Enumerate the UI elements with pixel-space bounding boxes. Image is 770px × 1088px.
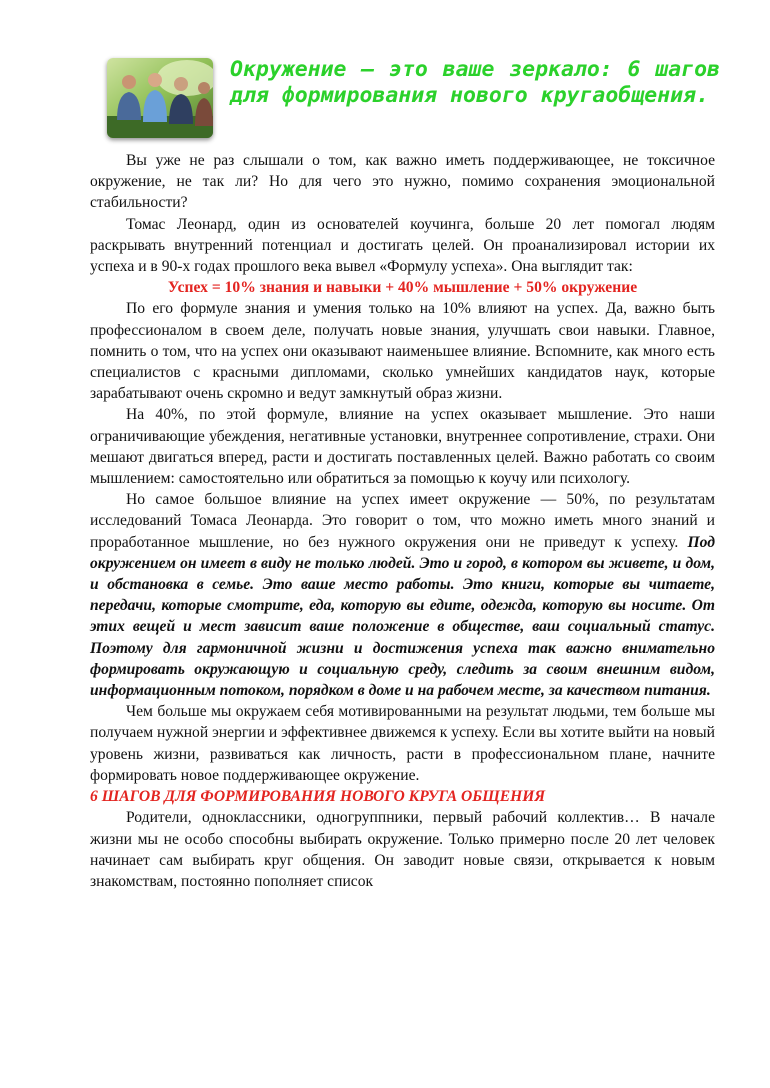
section-heading: 6 ШАГОВ ДЛЯ ФОРМИРОВАНИЯ НОВОГО КРУГА ОБЩЕНИЯ bbox=[90, 788, 546, 806]
paragraph-knowledge: По его формуле знания и умения только на 10% влияют на успех. Да, важно быть профессионалом в своем деле, получать новые знания, улучшать свои навыки. Главное, помнить о том, что на успех они оказывают наименьшее влияние. Вспомните, как много есть специалистов с красными дипломами, сколько умнейших кандидатов наук, которые зарабатывают очень скромно и ведут замкнутый образ жизни. bbox=[90, 300, 715, 403]
header-photo bbox=[107, 58, 213, 138]
page-title: Окружение – это ваше зеркало: 6 шагов для формирования нового кругаобщения. bbox=[230, 57, 720, 108]
success-formula: Успех = 10% знания и навыки + 40% мышление + 50% окружение bbox=[167, 279, 638, 297]
paragraph-environment-emphasis: Под окружением он имеет в виду не только людей. Это и город, в котором вы живете, и дом, и обстановка в семье. Это ваше место работы. Это книги, которые вы читаете, передачи, которые смотрите, еда, которую вы едите, одежда, которую вы носите. От этих вещей и мест зависит ваше положение в обществе, ваш социальный статус. Поэтому для гармоничной жизни и достижения успеха так важно внимательно формировать окружающую и социальную среду, следить за своим внешним видом, информационным потоком, порядком в доме и на рабочем месте, за качеством питания. bbox=[90, 533, 715, 700]
paragraph-environment-plain: Но самое большое влияние на успех имеет окружение — 50%, по результатам исследований Томаса Леонарда. Это говорит о том, что можно иметь много знаний и проработанное мышление, но без нужного окружения они не приведут к успеху. bbox=[90, 491, 715, 551]
paragraph-leonard: Томас Леонард, один из основателей коучинга, больше 20 лет помогал людям раскрывать внутренний потенциал и достигать целей. Он проанализировал истории их успеха и в 90-х годах прошлого века вывел «Формулу успеха». Она выглядит так: bbox=[90, 215, 715, 276]
paragraph-motivation: Чем больше мы окружаем себя мотивированными на результат людьми, тем больше мы получаем нужной энергии и эффективнее движемся к успеху. Если вы хотите выйти на новый уровень жизни, развиваться как личность, расти в профессиональном плане, начните формировать новое поддерживающее окружение. bbox=[90, 703, 715, 784]
paragraph-environment bbox=[90, 489, 715, 701]
paragraph-intro: Вы уже не раз слышали о том, как важно иметь поддерживающее, не токсичное окружение, не так ли? Но для чего это нужно, помимо сохранения эмоциональной стабильности? bbox=[90, 152, 715, 212]
article-body bbox=[90, 150, 715, 892]
paragraph-thinking: На 40%, по этой формуле, влияние на успех оказывает мышление. Это наши ограничивающие убеждения, негативные установки, внутреннее сопротивление, страхи. Они мешают двигаться вперед, расти и достигать поставленных целей. Важно работать со своим мышлением: самостоятельно или обратиться за помощью к коучу или психологу. bbox=[90, 406, 715, 488]
paragraph-circle: Родители, одноклассники, одногруппники, первый рабочий коллектив… В начале жизни мы не особо способны выбирать окружение. Только примерно после 20 лет человек начинает сам выбирать круг общения. Он заводит новые связи, открывается к новым знакомствам, постоянно пополняет список bbox=[90, 809, 715, 890]
